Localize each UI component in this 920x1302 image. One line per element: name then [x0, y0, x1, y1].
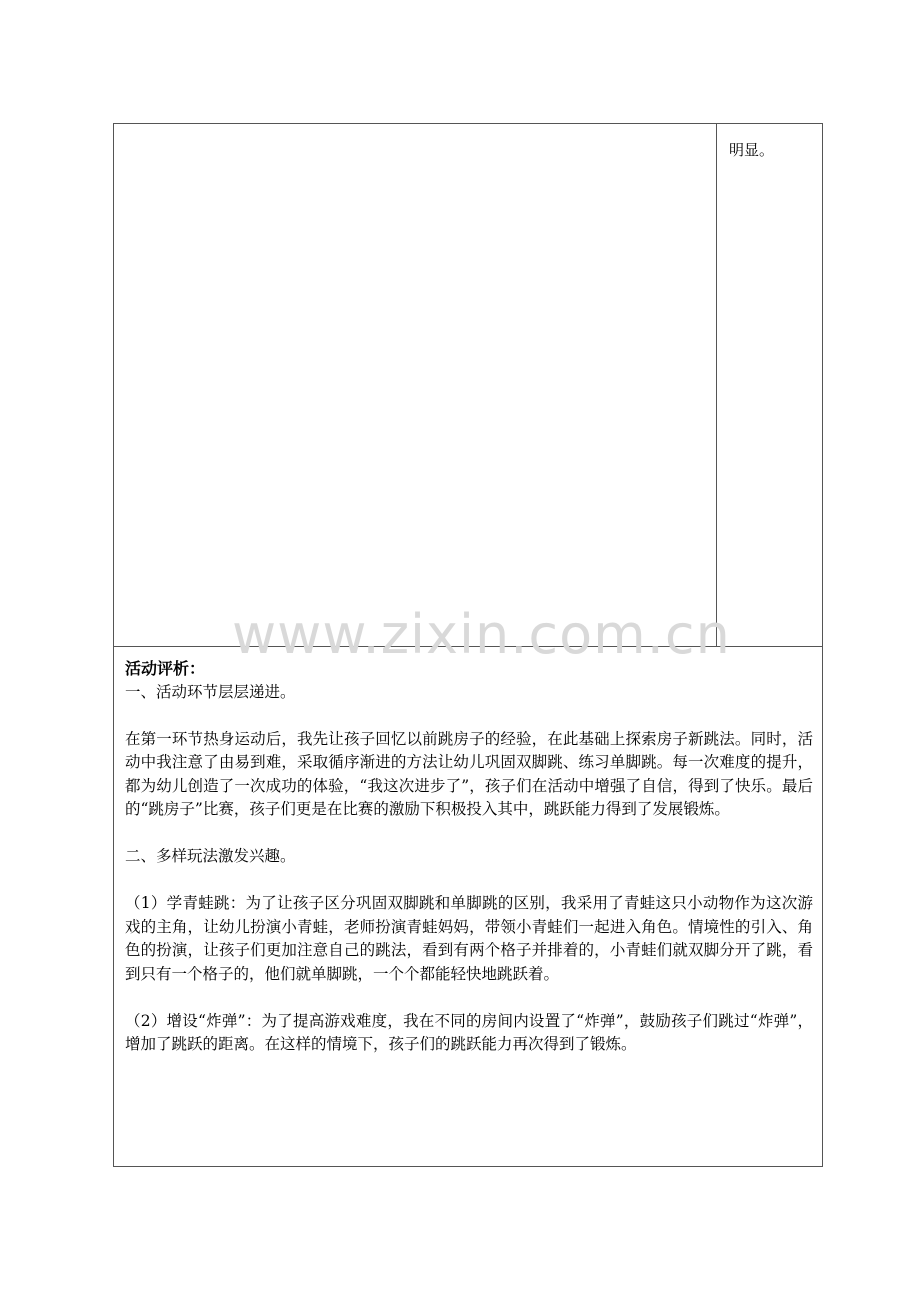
- analysis-cell: [114, 647, 822, 1166]
- section2-item2: （2）增设“炸弹”：为了提高游戏难度，我在不同的房间内设置了“炸弹”，鼓励孩子们跳过“炸弹”，增加了跳跃的距离。在这样的情境下，孩子们的跳跃能力再次得到了锻炼。: [125, 1011, 813, 1053]
- side-note-cell: [717, 124, 822, 646]
- spacer: [125, 869, 813, 893]
- analysis-content: [125, 657, 813, 1057]
- analysis-heading: 活动评析：: [125, 659, 206, 678]
- section1-body: 在第一环节热身运动后，我先让孩子回忆以前跳房子的经验，在此基础上探索房子新跳法。同时，活动中我注意了由易到难，采取循序渐进的方法让幼儿巩固双脚跳、练习单脚跳。每一次难度的提升，都为幼儿创造了一次成功的体验，“我这次进步了”，孩子们在活动中增强了自信，得到了快乐。最后的“跳房子”比赛，孩子们更是在比赛的激励下积极投入其中，跳跃能力得到了发展锻炼。: [125, 729, 813, 818]
- watermark-text: www.zixin.com.cn: [232, 603, 731, 666]
- section2-title: 二、多样玩法激发兴趣。: [125, 847, 296, 865]
- table-row-top: [114, 124, 822, 647]
- spacer: [125, 822, 813, 846]
- spacer: [125, 704, 813, 728]
- section2-item1: （1）学青蛙跳：为了让孩子区分巩固双脚跳和单脚跳的区别，我采用了青蛙这只小动物作为这次游戏的主角，让幼儿扮演小青蛙，老师扮演青蛙妈妈，带领小青蛙们一起进入角色。情境性的引入、角色的扮演，让孩子们更加注意自己的跳法，看到有两个格子并排着的，小青蛙们就双脚分开了跳，看到只有一个格子的，他们就单脚跳，一个个都能轻快地跳跃着。: [125, 894, 813, 983]
- side-note-text: 明显。: [729, 141, 775, 159]
- empty-content-cell: [114, 124, 717, 646]
- spacer: [125, 986, 813, 1010]
- section1-title: 一、活动环节层层递进。: [125, 682, 296, 701]
